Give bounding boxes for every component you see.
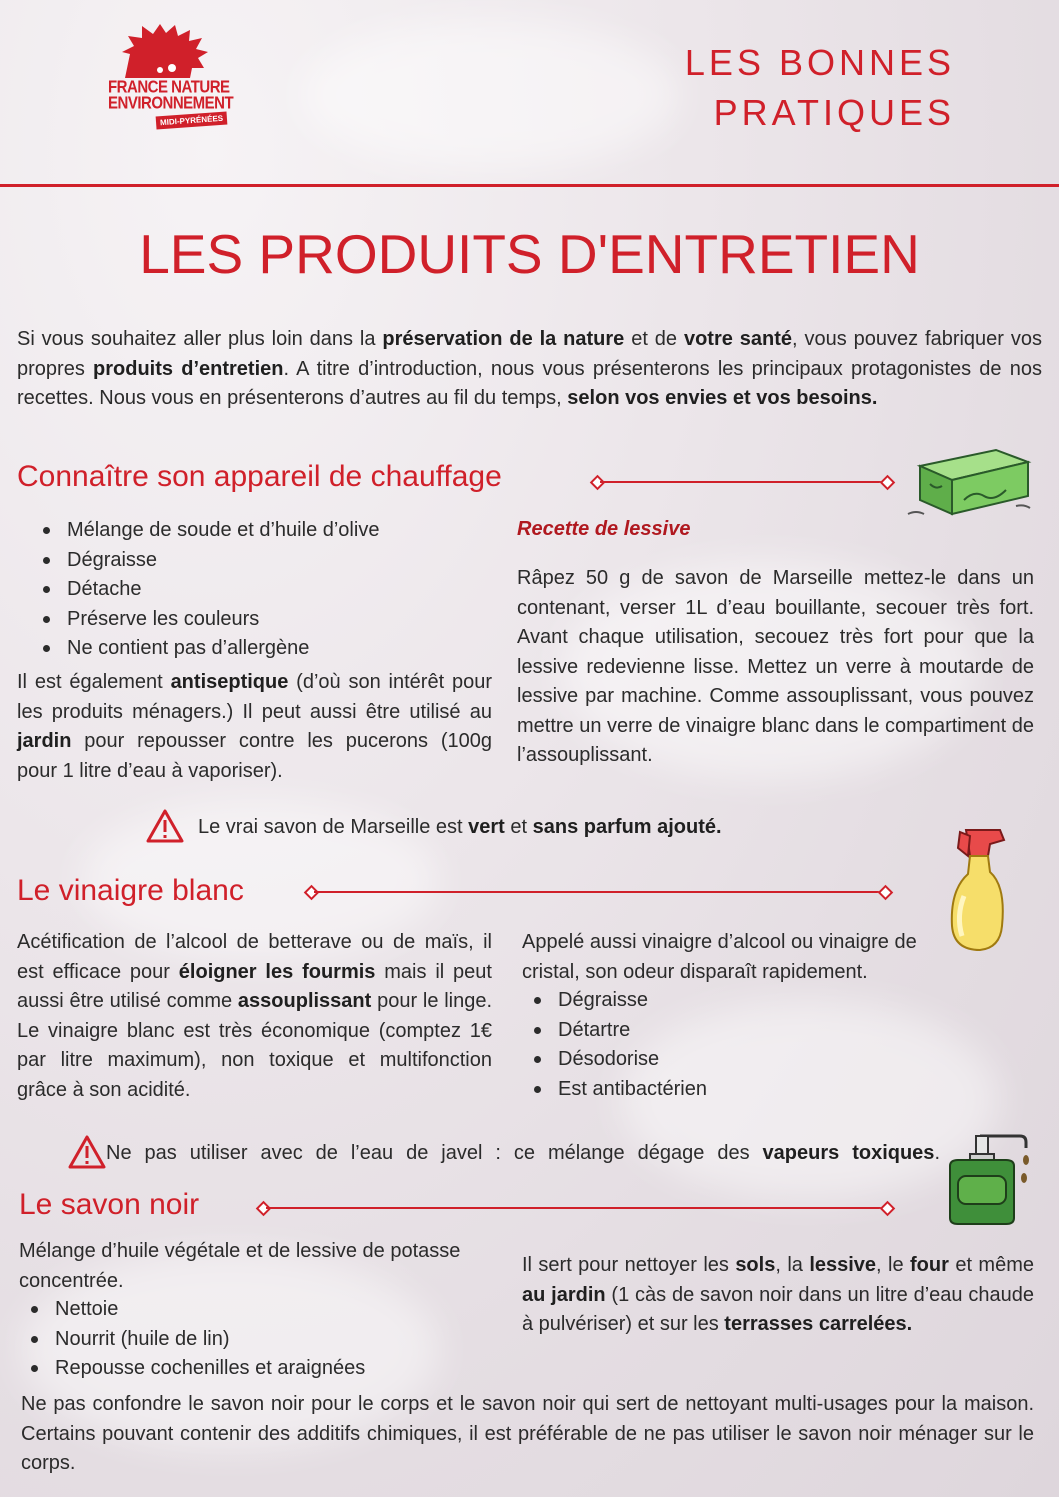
rule-end-diamond	[880, 475, 896, 491]
list-item: Repousse cochenilles et araignées	[55, 1354, 535, 1384]
intro-paragraph: Si vous souhaitez aller plus loin dans la préservation de la nature et de votre santé, vous pouvez fabriquer vos propres produits d’entretien. A titre d’introduction, nous vous présenterons les principaux protagonistes de nos recettes. Nous vous en présenterons d’autres au fil du temps, selon vos envies et vos besoins.	[17, 328, 1042, 409]
savon-noir-right-paragraph: Il sert pour nettoyer les sols, la lessive, le four et même au jardin (1 càs de savon noir dans un litre d’eau chaude à pulvériser) et sur les terrasses carrelées.	[522, 1254, 1034, 1335]
recipe-title: Recette de lessive	[517, 518, 691, 540]
section-rule	[314, 891, 884, 893]
vinaigre-properties	[508, 986, 978, 1104]
spray-bottle-icon	[940, 826, 1020, 956]
list-item: Nourrit (huile de lin)	[55, 1325, 535, 1355]
soap-bar-icon	[906, 444, 1036, 524]
savon-noir-footer: Ne pas confondre le savon noir pour le corps et le savon noir qui sert de nettoyant multi-usages pour la maison. Certains pouvant contenir des additifs chimiques, il est préférable de ne pas utiliser le savon noir ménager sur le corps.	[21, 1393, 1034, 1474]
rule-end-diamond	[880, 1201, 896, 1217]
rule-end-diamond	[878, 885, 894, 901]
section-rule	[600, 481, 886, 483]
section-title-vinaigre: Le vinaigre blanc	[17, 874, 244, 907]
logo-tag: MIDI-PYRÉNÉES	[156, 112, 228, 130]
section-rule	[266, 1207, 886, 1209]
recipe-text: Râpez 50 g de savon de Marseille mettez-le dans un contenant, verser 1L d’eau bouillante, secouer très fort. Avant chaque utilisation, secouez très fort pour que la lessive redevienne lisse. Mettez un verre à moutarde de lessive par machine. Comme assouplissant, vous pouvez mettre un verre de vinaigre blanc dans le compartiment de l’assouplissant.	[517, 567, 1034, 766]
warning-vinaigre: Ne pas utiliser avec de l’eau de javel : ce mélange dégage des vapeurs toxiques.	[106, 1142, 940, 1164]
list-item: Détartre	[558, 1016, 978, 1046]
savon-marseille-paragraph: Il est également antiseptique (d’où son intérêt pour les produits ménagers.) Il peut aussi être utilisé au jardin pour repousser contre les pucerons (100g pour 1 litre d’eau à vaporiser).	[17, 671, 493, 782]
vinaigre-right-text: Appelé aussi vinaigre d’alcool ou vinaigre de cristal, son odeur disparaît rapidement.	[522, 931, 917, 983]
list-item: Dégraisse	[558, 986, 978, 1016]
warning-savon-marseille: Le vrai savon de Marseille est vert et sans parfum ajouté.	[198, 816, 722, 838]
list-item: Nettoie	[55, 1295, 535, 1325]
vinaigre-paragraph: Acétification de l’alcool de betterave ou de maïs, il est efficace pour éloigner les fourmis mais il peut aussi être utilisé comme assouplissant pour le linge. Le vinaigre blanc est très économique (comptez 1€ par litre maximum), non toxique et multifonction grâce à son acidité.	[17, 931, 493, 1101]
list-item: Mélange de soude et d’huile d’olive	[67, 516, 537, 546]
savon-noir-properties	[5, 1295, 535, 1384]
savon-marseille-properties	[17, 516, 537, 664]
list-item: Désodorise	[558, 1045, 978, 1075]
list-item: Est antibactérien	[558, 1075, 978, 1105]
logo-line-2: ENVIRONNEMENT	[108, 93, 234, 114]
logo	[104, 24, 234, 134]
page-title: LES PRODUITS D'ENTRETIEN	[139, 223, 920, 285]
list-item: Ne contient pas d’allergène	[67, 634, 537, 664]
savon-noir-left-text: Mélange d’huile végétale et de lessive de potasse concentrée.	[19, 1240, 461, 1292]
logo-line-1: FRANCE NATURE	[108, 77, 230, 98]
list-item: Dégraisse	[67, 546, 537, 576]
soap-dispenser-icon	[940, 1132, 1030, 1227]
kicker-line-2: PRATIQUES	[713, 92, 955, 133]
list-item: Détache	[67, 575, 537, 605]
header-divider	[0, 184, 1059, 187]
list-item: Préserve les couleurs	[67, 605, 537, 635]
section-title-savon-marseille: Connaître son appareil de chauffage	[17, 460, 502, 493]
section-title-savon-noir: Le savon noir	[19, 1188, 200, 1221]
warning-icon	[67, 1134, 107, 1170]
kicker-line-1: LES BONNES	[684, 42, 955, 83]
hedgehog-logo-icon	[120, 24, 210, 80]
warning-icon	[145, 808, 185, 844]
